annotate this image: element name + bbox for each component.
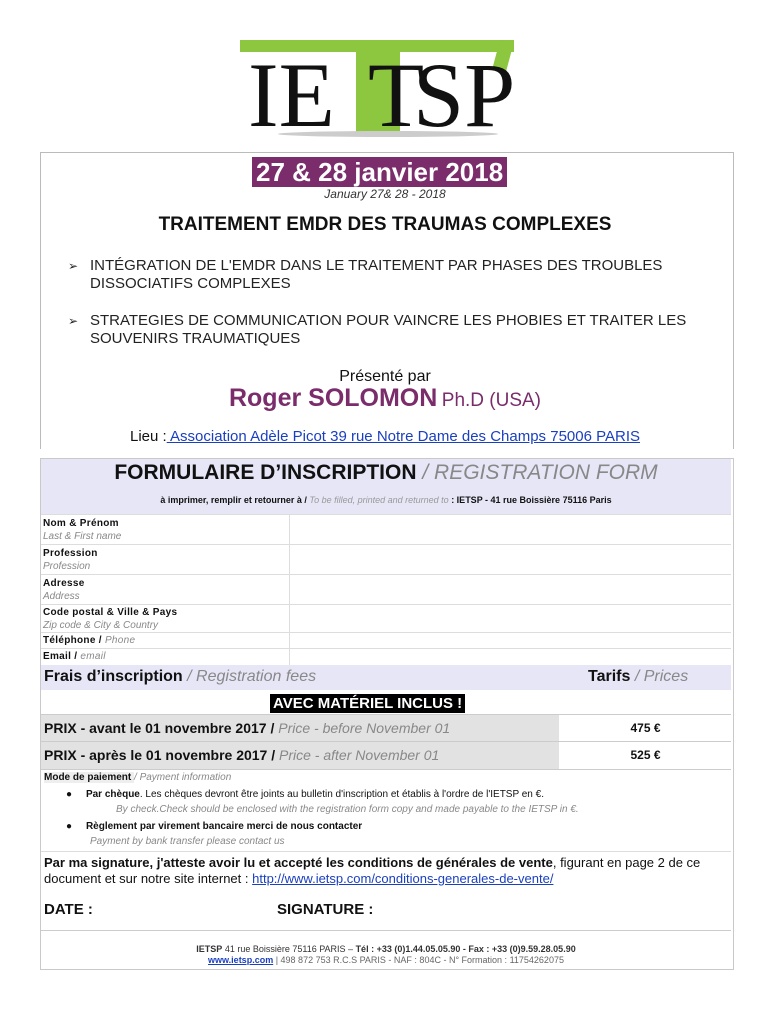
website-link[interactable]: www.ietsp.com <box>208 955 274 965</box>
field-label-en: Profession <box>43 561 91 572</box>
footer-divider <box>41 930 731 931</box>
price-value: 525 € <box>630 748 661 762</box>
form-title-en: REGISTRATION FORM <box>434 461 658 484</box>
arrow-bullet-icon: ➢ <box>68 314 79 328</box>
footer-contact: IETSP 41 rue Boissière 75116 PARIS – Tél : +33 (0)1.44.05.05.90 - Fax : +33 (0)9.59.28.05.90 <box>196 944 576 954</box>
material-included-badge: AVEC MATÉRIEL INCLUS ! <box>270 694 465 713</box>
speaker <box>0 384 770 413</box>
field-label: Nom & Prénom <box>43 518 119 529</box>
ietsp-logo <box>238 38 528 138</box>
event-date: 27 & 28 janvier 2018 <box>252 157 507 187</box>
field-row-zip <box>41 604 731 633</box>
field-label: Email / email <box>43 651 106 662</box>
venue-link[interactable]: Association Adèle Picot 39 rue Notre Dame des Champs 75006 PARIS <box>166 428 641 445</box>
price-label: PRIX - avant le 01 novembre 2017 / Price - before November 01 <box>44 720 451 736</box>
field-label-en: Zip code & City & Country <box>43 620 159 631</box>
footer-registration: www.ietsp.com | 498 872 753 R.C.S PARIS - NAF : 804C - N° Formation : 11754262075 <box>208 955 564 965</box>
payment-cheque-en: By check.Check should be enclosed with the registration form copy and made payable to the IETSP in €. <box>116 804 579 815</box>
profession-field[interactable] <box>291 545 731 575</box>
phone-field[interactable] <box>291 633 731 649</box>
form-sub-address: : IETSP - 41 rue Boissière 75116 Paris <box>448 495 612 505</box>
field-row-profession <box>41 544 731 575</box>
zip-city-country-field[interactable] <box>291 605 731 633</box>
form-title-sep: / <box>416 461 435 484</box>
payment-label: Mode de paiement / Payment information <box>44 772 232 783</box>
field-row-phone <box>41 632 731 649</box>
bullet-item <box>68 312 738 348</box>
form-title <box>41 461 731 485</box>
payment-cheque: ● Par chèque. Les chèques devront être joints au bulletin d'inscription et établis à l'ordre de l'IETSP en €. <box>66 789 544 800</box>
speaker-name: Roger SOLOMON <box>228 384 438 412</box>
price-value: 475 € <box>630 721 661 735</box>
event-title: TRAITEMENT EMDR DES TRAUMAS COMPLEXES <box>158 214 612 235</box>
logo-text-mid: T <box>368 44 425 138</box>
form-title-fr: FORMULAIRE D’INSCRIPTION <box>114 461 417 484</box>
venue <box>0 428 770 445</box>
arrow-bullet-icon: ➢ <box>68 259 79 273</box>
payment-transfer: ● Règlement par virement bancaire merci de nous contacter <box>66 821 363 832</box>
field-label: Adresse <box>43 578 85 589</box>
bullet-text: INTÉGRATION DE L'EMDR DANS LE TRAITEMENT PAR PHASES DES TROUBLES DISSOCIATIFS COMPLEXES <box>90 257 663 292</box>
email-field[interactable] <box>291 649 731 666</box>
form-subtitle <box>41 495 731 505</box>
cgv-link[interactable]: http://www.ietsp.com/conditions-generales-de-vente/ <box>252 871 554 886</box>
event-date-en: January 27& 28 - 2018 <box>324 187 446 201</box>
divider <box>41 851 731 852</box>
price-row-late[interactable] <box>41 741 731 770</box>
payment-transfer-en: Payment by bank transfer please contact us <box>90 836 285 847</box>
fees-label: Frais d’inscription / Registration fees <box>44 668 317 685</box>
date-label: DATE : <box>44 901 93 918</box>
bullet-text: STRATEGIES DE COMMUNICATION POUR VAINCRE LES PHOBIES ET TRAITER LES SOUVENIRS TRAUMATIQUES <box>90 312 687 347</box>
prices-label: Tarifs / Prices <box>588 668 689 685</box>
field-label: Code postal & Ville & Pays <box>43 607 178 618</box>
signature-label: SIGNATURE : <box>277 901 374 918</box>
price-row-early[interactable] <box>41 714 731 742</box>
price-label: PRIX - après le 01 novembre 2017 / Price - after November 01 <box>44 747 440 763</box>
venue-label: Lieu : <box>129 428 167 445</box>
field-label: Téléphone / Phone <box>43 635 136 646</box>
address-field[interactable] <box>291 575 731 605</box>
field-row-email <box>41 648 731 666</box>
bullet-icon: ● <box>66 821 73 832</box>
field-label-en: Address <box>43 591 80 602</box>
name-field[interactable] <box>291 515 731 545</box>
field-label-en: Last & First name <box>43 531 122 542</box>
signature-statement: Par ma signature, j'atteste avoir lu et accepté les conditions de générales de vente, figurant en page 2 de ce document et sur notre site internet : http://www.ietsp.com/conditions-generales-de-vente/ <box>44 855 701 886</box>
logo-text-right: SP <box>413 44 516 138</box>
logo-text-left: IE <box>248 44 335 138</box>
form-sub-fr: à imprimer, remplir et retourner à / <box>160 495 310 505</box>
speaker-degree: Ph.D (USA) <box>441 390 542 411</box>
bullet-item <box>68 257 738 293</box>
field-row-address <box>41 574 731 605</box>
form-sub-en: To be filled, printed and returned to <box>309 495 449 505</box>
bullet-icon: ● <box>66 789 73 800</box>
presented-by: Présenté par <box>339 368 431 385</box>
field-row-name <box>41 514 731 545</box>
field-label: Profession <box>43 548 98 559</box>
